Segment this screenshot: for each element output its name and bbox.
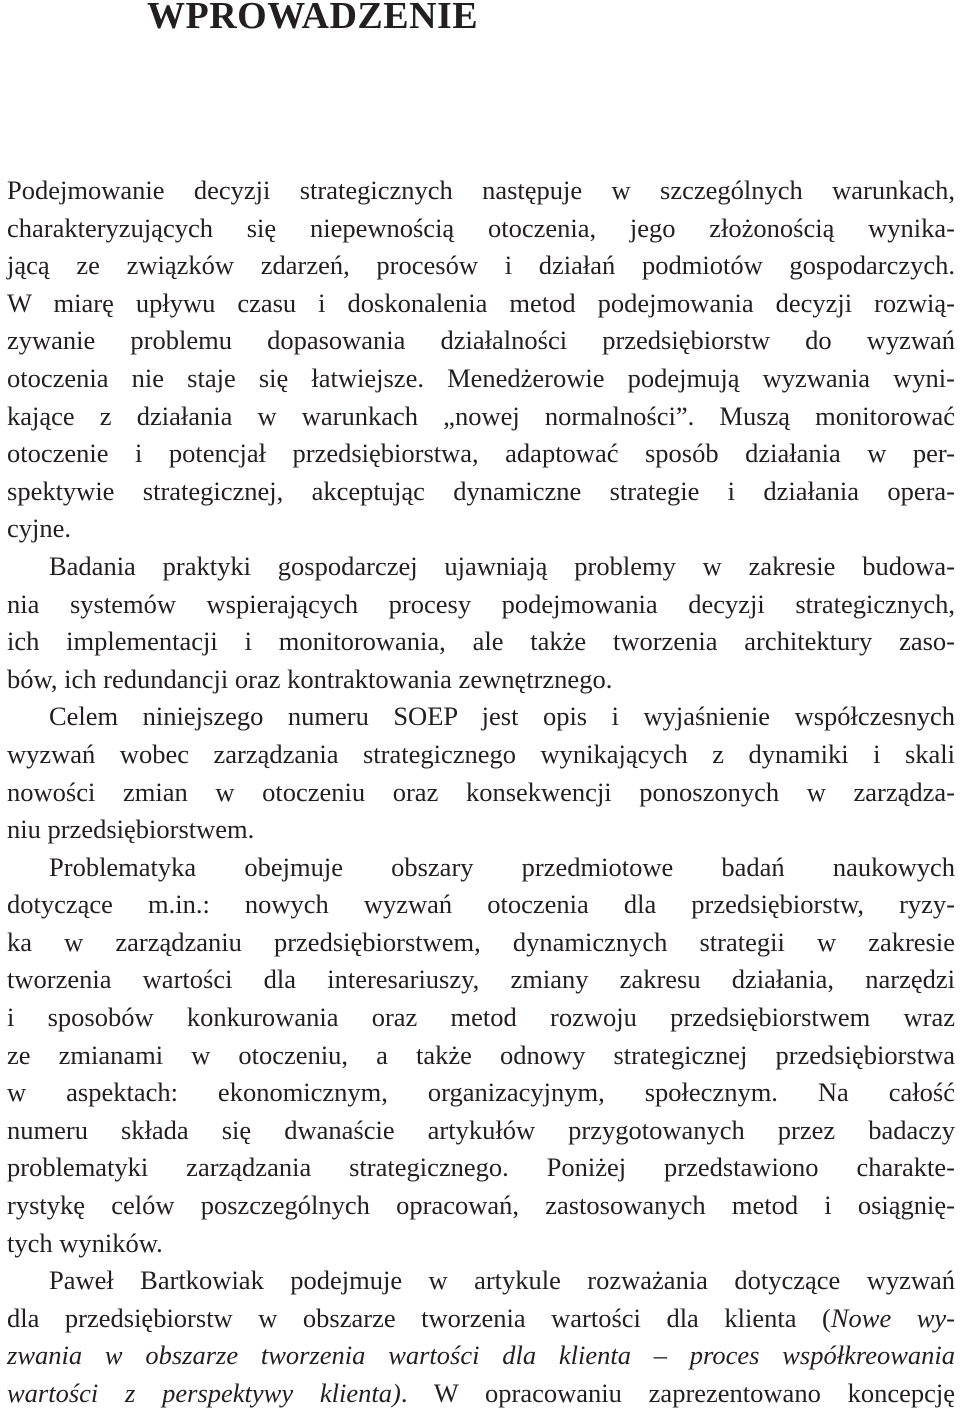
text-line: W miarę upływu czasu i doskonalenia metod podejmowania decyzji rozwią-	[7, 287, 955, 318]
paragraph-5	[7, 1262, 955, 1412]
text-line	[7, 1337, 955, 1375]
text-line: rystykę celów poszczególnych opracowań, zastosowanych metod i osiągnię-	[7, 1190, 955, 1221]
text-line	[7, 1300, 955, 1338]
text-line: Problematyka obejmuje obszary przedmiotowe badań naukowych	[49, 851, 955, 882]
text-line: nowości zmian w otoczeniu oraz konsekwencji ponoszonych w zarządza-	[7, 776, 955, 807]
text-line: i sposobów konkurowania oraz metod rozwoju przedsiębiorstwem wraz	[7, 1002, 955, 1033]
text-line: Paweł Bartkowiak podejmuje w artykule rozważania dotyczące wyzwań	[49, 1265, 955, 1296]
text-line: w aspektach: ekonomicznym, organizacyjnym, społecznym. Na całość	[7, 1077, 955, 1108]
text-line: tworzenia wartości dla interesariuszy, zmiany zakresu działania, narzędzi	[7, 964, 955, 995]
text-line: cyjne.	[7, 513, 72, 544]
text-line: jącą ze związków zdarzeń, procesów i działań podmiotów gospodarczych.	[7, 250, 955, 281]
text-line: nia systemów wspierających procesy podejmowania decyzji strategicznych,	[7, 588, 955, 619]
paragraph-4	[7, 849, 955, 1263]
article-title-italic: zwania w obszarze tworzenia wartości dla klienta – proces współkreowania	[7, 1340, 955, 1371]
text-line: wyzwań wobec zarządzania strategicznego wynikających z dynamiki i skali	[7, 738, 955, 769]
text-run: dla przedsiębiorstw w obszarze tworzenia wartości dla klienta (	[7, 1302, 831, 1333]
text-line: bów, ich redundancji oraz kontraktowania zewnętrznego.	[7, 663, 613, 694]
article-title-italic: wartości z perspektywy klienta)	[7, 1378, 401, 1408]
text-line: ich implementacji i monitorowania, ale także tworzenia architektury zaso-	[7, 626, 955, 657]
text-line: charakteryzujących się niepewnością otoczenia, jego złożonością wynika-	[7, 212, 955, 243]
text-line: numeru składa się dwanaście artykułów przygotowanych przez badaczy	[7, 1114, 955, 1145]
text-line: problematyki zarządzania strategicznego. Poniżej przedstawiono charakte-	[7, 1152, 955, 1183]
article-title-italic: Nowe wy-	[830, 1302, 956, 1333]
body-text	[7, 172, 955, 1413]
paragraph-2	[7, 548, 955, 698]
text-line: niu przedsiębiorstwem.	[7, 814, 255, 845]
text-run: . W opracowaniu zaprezentowano koncepcję	[400, 1378, 955, 1408]
paragraph-3	[7, 698, 955, 848]
text-line: ka w zarządzaniu przedsiębiorstwem, dynamicznych strategii w zakresie	[7, 926, 955, 957]
text-line: Celem niniejszego numeru SOEP jest opis i wyjaśnienie współczesnych	[49, 701, 955, 732]
text-line: spektywie strategicznej, akceptując dynamiczne strategie i działania opera-	[7, 475, 955, 506]
paragraph-1	[7, 172, 955, 548]
text-line: zywanie problemu dopasowania działalności przedsiębiorstw do wyzwań	[7, 325, 955, 356]
text-line: otoczenia nie staje się łatwiejsze. Menedżerowie podejmują wyzwania wyni-	[7, 362, 955, 393]
text-line: Podejmowanie decyzji strategicznych następuje w szczególnych warunkach,	[7, 175, 955, 205]
text-line: kające z działania w warunkach „nowej normalności”. Muszą monitorować	[7, 400, 955, 431]
chapter-heading: WPROWADZENIE	[147, 0, 479, 37]
text-line: otoczenie i potencjał przedsiębiorstwa, adaptować sposób działania w per-	[7, 438, 955, 469]
text-line: tych wyników.	[7, 1227, 163, 1258]
text-line: dotyczące m.in.: nowych wyzwań otoczenia dla przedsiębiorstw, ryzy-	[7, 889, 955, 920]
text-line: Badania praktyki gospodarczej ujawniają problemy w zakresie budowa-	[49, 550, 955, 581]
text-line: ze zmianami w otoczeniu, a także odnowy strategicznej przedsiębiorstwa	[7, 1039, 955, 1070]
